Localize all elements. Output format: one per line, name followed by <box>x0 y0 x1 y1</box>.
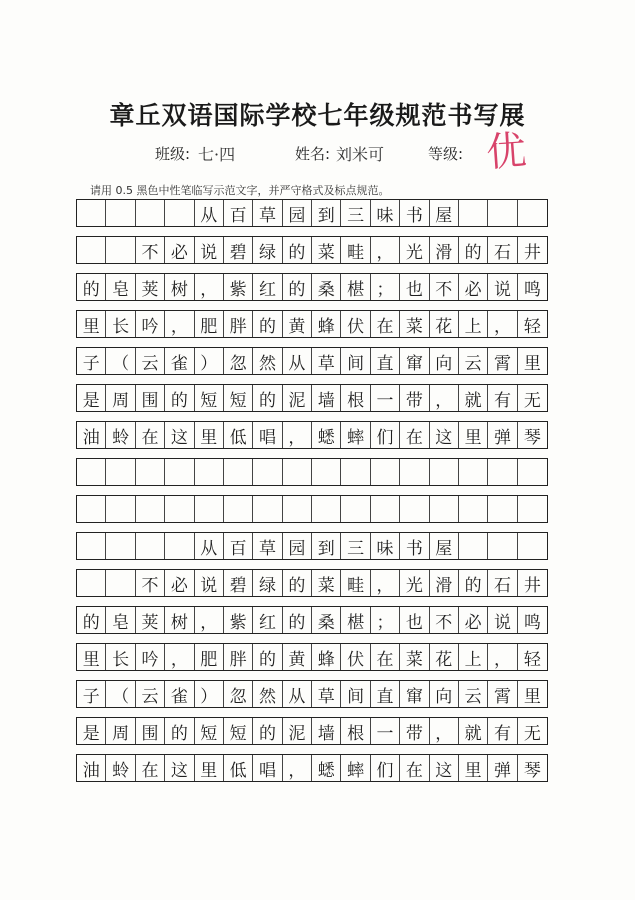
grid-cell: ， <box>195 274 224 300</box>
grid-cell <box>195 496 224 522</box>
grid-row <box>76 680 548 708</box>
grid-cell: 井 <box>523 575 541 596</box>
grid-cell <box>400 496 429 522</box>
grid-cell: 蟀 <box>341 422 370 448</box>
grid-cell: 光 <box>400 237 429 263</box>
grid-cell: 蛉 <box>106 422 135 448</box>
grid-cell: 从 <box>195 200 224 226</box>
grid-cell: 短 <box>195 385 224 411</box>
grid-cell: 的 <box>459 237 488 263</box>
grid-cell: 黄 <box>283 644 312 670</box>
grid-cell: 味 <box>371 533 400 559</box>
grid-cell: ， <box>283 755 312 781</box>
grid-cell: （ <box>106 348 135 374</box>
grid-cell <box>341 459 370 485</box>
grid-cell <box>77 570 106 596</box>
grid-cell <box>459 200 488 226</box>
grid-row <box>76 495 548 523</box>
grid-cell <box>136 459 165 485</box>
grid-cell: 的 <box>283 607 312 633</box>
grid-cell: 无 <box>523 390 541 411</box>
grid-cell <box>136 496 165 522</box>
grid-cell: 说 <box>195 570 224 596</box>
grid-cell: 间 <box>341 681 370 707</box>
grid-cell: 们 <box>371 755 400 781</box>
grid-cell <box>77 200 106 226</box>
grid-row <box>76 421 548 449</box>
grid-cell: 的 <box>283 570 312 596</box>
grid-cell: 的 <box>283 237 312 263</box>
grid-cell <box>136 200 165 226</box>
grid-cell: 里 <box>523 353 541 374</box>
row-gap <box>76 375 548 384</box>
grid-cell: 就 <box>459 385 488 411</box>
grid-cell: 的 <box>459 570 488 596</box>
row-gap <box>76 486 548 495</box>
grid-cell: 桑 <box>312 607 341 633</box>
grid-cell: 的 <box>253 718 282 744</box>
grid-cell: 唱 <box>253 755 282 781</box>
grid-cell: 必 <box>165 237 194 263</box>
grid-cell: 从 <box>283 681 312 707</box>
grid-row <box>76 199 548 227</box>
grid-cell: 轻 <box>523 316 541 337</box>
grid-cell <box>488 459 517 485</box>
grid-row <box>76 643 548 671</box>
grid-cell: 必 <box>459 274 488 300</box>
grid-cell: 吟 <box>136 644 165 670</box>
grid-cell: 们 <box>371 422 400 448</box>
grid-cell: 轻 <box>523 649 541 670</box>
grid-cell: 琴 <box>523 760 541 781</box>
grid-cell: 根 <box>341 385 370 411</box>
grid-cell: 滑 <box>430 570 459 596</box>
grid-cell <box>136 533 165 559</box>
grid-cell: 里 <box>459 422 488 448</box>
grid-cell: 蟋 <box>312 755 341 781</box>
grid-cell: 然 <box>253 681 282 707</box>
grid-cell: 这 <box>165 422 194 448</box>
grid-row <box>76 569 548 597</box>
grid-cell: 然 <box>253 348 282 374</box>
grid-cell: 墙 <box>312 385 341 411</box>
grid-cell: 草 <box>312 348 341 374</box>
grid-cell: 云 <box>136 348 165 374</box>
grid-cell: 泥 <box>283 718 312 744</box>
grid-cell: 一 <box>371 385 400 411</box>
grid-cell: 云 <box>459 681 488 707</box>
grid-cell: 在 <box>371 644 400 670</box>
grid-cell: 这 <box>430 422 459 448</box>
grid-cell <box>459 459 488 485</box>
grade-label: 等级: <box>428 145 464 163</box>
grid-cell: 里 <box>77 644 106 670</box>
grid-cell: 上 <box>459 311 488 337</box>
grid-cell <box>518 533 547 559</box>
grid-cell: ； <box>371 607 400 633</box>
grid-cell: 弹 <box>488 755 517 781</box>
class-value: 七·四 <box>198 145 236 164</box>
grid-cell: 带 <box>400 385 429 411</box>
grid-cell <box>195 459 224 485</box>
grid-cell <box>77 459 106 485</box>
grid-cell: 无 <box>523 723 541 744</box>
grid-cell: 在 <box>371 311 400 337</box>
grid-cell: 蛉 <box>106 755 135 781</box>
grid-cell: 在 <box>400 422 429 448</box>
grid-cell: 这 <box>165 755 194 781</box>
grid-cell: 荚 <box>136 607 165 633</box>
grid-cell: 周 <box>106 385 135 411</box>
row-gap <box>76 227 548 236</box>
grid-cell: 三 <box>341 200 370 226</box>
grid-cell: 的 <box>77 607 106 633</box>
grid-cell: 园 <box>283 200 312 226</box>
grid-cell: ， <box>488 644 517 670</box>
grid-cell: 伏 <box>341 644 370 670</box>
row-gap <box>76 745 548 754</box>
grid-cell: 不 <box>430 607 459 633</box>
grid-cell: 有 <box>488 718 517 744</box>
grid-cell: 云 <box>459 348 488 374</box>
grid-cell: 石 <box>488 570 517 596</box>
grid-cell: 油 <box>77 755 106 781</box>
grid-row <box>76 236 548 264</box>
grid-cell: 屋 <box>430 200 459 226</box>
grid-cell: 雀 <box>165 681 194 707</box>
grid-cell: 从 <box>195 533 224 559</box>
grid-cell: 从 <box>283 348 312 374</box>
grid-cell: 井 <box>523 242 541 263</box>
grid-cell: 书 <box>400 533 429 559</box>
grid-cell: ， <box>488 311 517 337</box>
grid-cell: 向 <box>430 348 459 374</box>
row-gap <box>76 634 548 643</box>
grid-cell: 围 <box>136 718 165 744</box>
grid-cell: 三 <box>341 533 370 559</box>
grid-cell: 石 <box>488 237 517 263</box>
row-gap <box>76 412 548 421</box>
writing-grid <box>76 199 548 782</box>
grid-cell: 的 <box>77 274 106 300</box>
grid-cell: 味 <box>371 200 400 226</box>
grid-cell: 的 <box>253 311 282 337</box>
grid-cell <box>488 533 517 559</box>
row-gap <box>76 301 548 310</box>
grid-cell: 唱 <box>253 422 282 448</box>
grid-cell: 菜 <box>400 311 429 337</box>
grid-cell: 间 <box>341 348 370 374</box>
grid-cell: 忽 <box>224 348 253 374</box>
grid-row <box>76 754 548 782</box>
grid-cell: 就 <box>459 718 488 744</box>
grid-cell: 说 <box>488 274 517 300</box>
grid-cell: 蟋 <box>312 422 341 448</box>
grid-cell: 是 <box>77 718 106 744</box>
grid-cell: 皂 <box>106 274 135 300</box>
grid-cell: 必 <box>459 607 488 633</box>
grid-cell <box>488 496 517 522</box>
grid-cell: 长 <box>106 644 135 670</box>
page-title: 章丘双语国际学校七年级规范书写展 <box>109 101 526 130</box>
grid-cell: 围 <box>136 385 165 411</box>
grid-cell: 畦 <box>341 570 370 596</box>
grid-cell: 的 <box>283 274 312 300</box>
grid-cell <box>106 570 135 596</box>
grid-cell: ， <box>430 385 459 411</box>
grid-cell: 短 <box>224 718 253 744</box>
grid-cell: 畦 <box>341 237 370 263</box>
grid-cell: 肥 <box>195 311 224 337</box>
grid-cell: 里 <box>523 686 541 707</box>
grid-cell: 在 <box>136 755 165 781</box>
grid-cell <box>283 459 312 485</box>
grid-cell: 蟀 <box>341 755 370 781</box>
grid-cell: 菜 <box>400 644 429 670</box>
grid-cell <box>518 496 547 522</box>
grid-cell <box>371 496 400 522</box>
grid-cell: 也 <box>400 607 429 633</box>
grid-cell <box>106 237 135 263</box>
grid-cell: 皂 <box>106 607 135 633</box>
grid-cell: 这 <box>430 755 459 781</box>
grid-cell: ， <box>195 607 224 633</box>
grid-row <box>76 310 548 338</box>
grid-cell: ， <box>165 311 194 337</box>
grid-row <box>76 458 548 486</box>
grid-cell <box>165 200 194 226</box>
grid-cell: 忽 <box>224 681 253 707</box>
row-gap <box>76 523 548 532</box>
grid-cell: 里 <box>77 311 106 337</box>
grid-cell <box>430 459 459 485</box>
grid-cell: 在 <box>136 422 165 448</box>
grid-cell: 子 <box>77 348 106 374</box>
grid-cell: 吟 <box>136 311 165 337</box>
grid-cell: 绿 <box>253 237 282 263</box>
row-gap <box>76 560 548 569</box>
grid-cell: 椹 <box>341 274 370 300</box>
grid-cell: 书 <box>400 200 429 226</box>
grid-cell: 树 <box>165 607 194 633</box>
grid-cell: 带 <box>400 718 429 744</box>
grid-cell <box>77 496 106 522</box>
grid-cell: 云 <box>136 681 165 707</box>
grid-cell: 蜂 <box>312 644 341 670</box>
grid-cell: 一 <box>371 718 400 744</box>
grid-cell: 的 <box>165 385 194 411</box>
grid-cell <box>106 200 135 226</box>
grid-cell: 草 <box>253 533 282 559</box>
grid-cell: 鸣 <box>523 612 541 633</box>
name-value: 刘米可 <box>336 145 385 164</box>
grid-cell: 草 <box>253 200 282 226</box>
grid-cell: 向 <box>430 681 459 707</box>
grid-cell: 鸣 <box>523 279 541 300</box>
grid-cell <box>400 459 429 485</box>
grid-cell: 必 <box>165 570 194 596</box>
grid-cell: 的 <box>165 718 194 744</box>
grid-cell: ） <box>195 681 224 707</box>
grid-cell: 树 <box>165 274 194 300</box>
grid-cell: 长 <box>106 311 135 337</box>
grid-cell: 短 <box>224 385 253 411</box>
grid-cell <box>165 533 194 559</box>
grid-cell <box>430 496 459 522</box>
grid-cell: 花 <box>430 644 459 670</box>
grid-cell: ， <box>371 237 400 263</box>
grid-cell: 油 <box>77 422 106 448</box>
grid-cell: 桑 <box>312 274 341 300</box>
grid-cell: 在 <box>400 755 429 781</box>
grid-cell: 泥 <box>283 385 312 411</box>
grid-row <box>76 606 548 634</box>
grid-cell: 滑 <box>430 237 459 263</box>
grid-cell <box>459 496 488 522</box>
grid-cell <box>312 496 341 522</box>
grid-cell: 霄 <box>488 348 517 374</box>
grid-cell: 草 <box>312 681 341 707</box>
grid-cell: 根 <box>341 718 370 744</box>
grid-cell: 说 <box>488 607 517 633</box>
grid-cell <box>165 496 194 522</box>
grid-cell: 碧 <box>224 570 253 596</box>
grid-cell: 的 <box>253 385 282 411</box>
grid-cell: 椹 <box>341 607 370 633</box>
grid-cell: 霄 <box>488 681 517 707</box>
grid-cell <box>518 200 547 226</box>
grid-cell: ） <box>195 348 224 374</box>
grid-cell: 紫 <box>224 274 253 300</box>
row-gap <box>76 449 548 458</box>
grid-cell: 到 <box>312 533 341 559</box>
grid-cell: 红 <box>253 607 282 633</box>
grid-cell: 黄 <box>283 311 312 337</box>
grid-cell: 碧 <box>224 237 253 263</box>
grid-cell: 肥 <box>195 644 224 670</box>
grid-cell: 荚 <box>136 274 165 300</box>
grid-cell: 胖 <box>224 644 253 670</box>
grid-cell <box>371 459 400 485</box>
grid-row <box>76 273 548 301</box>
grid-cell: 低 <box>224 755 253 781</box>
grid-cell: ， <box>283 422 312 448</box>
grid-cell <box>106 496 135 522</box>
grid-cell <box>253 459 282 485</box>
grid-cell: 百 <box>224 533 253 559</box>
grid-cell: 里 <box>459 755 488 781</box>
grid-cell: ， <box>371 570 400 596</box>
grid-cell: 园 <box>283 533 312 559</box>
grid-cell: 的 <box>253 644 282 670</box>
grid-cell: 里 <box>195 422 224 448</box>
grid-cell: 菜 <box>312 237 341 263</box>
grade-value: 优 <box>484 127 528 177</box>
grid-cell <box>224 459 253 485</box>
grid-row <box>76 347 548 375</box>
grid-cell: 周 <box>106 718 135 744</box>
grid-cell <box>459 533 488 559</box>
grid-row <box>76 717 548 745</box>
grid-cell: 紫 <box>224 607 253 633</box>
grid-cell: 琴 <box>523 427 541 448</box>
row-gap <box>76 338 548 347</box>
grid-cell <box>341 496 370 522</box>
grid-cell: 屋 <box>430 533 459 559</box>
grid-cell: 说 <box>195 237 224 263</box>
grid-row <box>76 384 548 412</box>
grid-row <box>76 532 548 560</box>
row-gap <box>76 671 548 680</box>
instruction-text: 请用 0.5 黑色中性笔临写示范文字，并严守格式及标点规范。 <box>90 184 390 197</box>
grid-cell: 是 <box>77 385 106 411</box>
grid-cell <box>253 496 282 522</box>
grid-cell: ， <box>430 718 459 744</box>
grid-cell: 不 <box>136 237 165 263</box>
grid-cell <box>106 459 135 485</box>
grid-cell: 蜂 <box>312 311 341 337</box>
grid-cell: 低 <box>224 422 253 448</box>
grid-cell: 红 <box>253 274 282 300</box>
grid-cell: 有 <box>488 385 517 411</box>
name-label: 姓名: <box>295 145 331 163</box>
grid-cell: 胖 <box>224 311 253 337</box>
grid-cell: 窜 <box>400 348 429 374</box>
grid-cell: （ <box>106 681 135 707</box>
grid-cell: 弹 <box>488 422 517 448</box>
grid-cell <box>77 237 106 263</box>
grid-cell: 绿 <box>253 570 282 596</box>
grid-cell <box>77 533 106 559</box>
grid-cell <box>518 459 547 485</box>
grid-cell: 到 <box>312 200 341 226</box>
grid-cell: ； <box>371 274 400 300</box>
grid-cell: 墙 <box>312 718 341 744</box>
grid-cell: 光 <box>400 570 429 596</box>
grid-cell: 不 <box>136 570 165 596</box>
grid-cell: 窜 <box>400 681 429 707</box>
grid-cell: 子 <box>77 681 106 707</box>
grid-cell: 直 <box>371 681 400 707</box>
grid-cell: 伏 <box>341 311 370 337</box>
grid-cell <box>488 200 517 226</box>
grid-cell <box>283 496 312 522</box>
grid-cell: 百 <box>224 200 253 226</box>
grid-cell <box>165 459 194 485</box>
grid-cell: 雀 <box>165 348 194 374</box>
grid-cell: 里 <box>195 755 224 781</box>
grid-cell: 菜 <box>312 570 341 596</box>
grid-cell: 不 <box>430 274 459 300</box>
row-gap <box>76 708 548 717</box>
row-gap <box>76 264 548 273</box>
class-label: 班级: <box>155 145 191 163</box>
grid-cell: 花 <box>430 311 459 337</box>
grid-cell: 直 <box>371 348 400 374</box>
grid-cell <box>224 496 253 522</box>
row-gap <box>76 597 548 606</box>
grid-cell <box>312 459 341 485</box>
grid-cell: 也 <box>400 274 429 300</box>
grid-cell: 短 <box>195 718 224 744</box>
grid-cell: 上 <box>459 644 488 670</box>
grid-cell: ， <box>165 644 194 670</box>
grid-cell <box>106 533 135 559</box>
